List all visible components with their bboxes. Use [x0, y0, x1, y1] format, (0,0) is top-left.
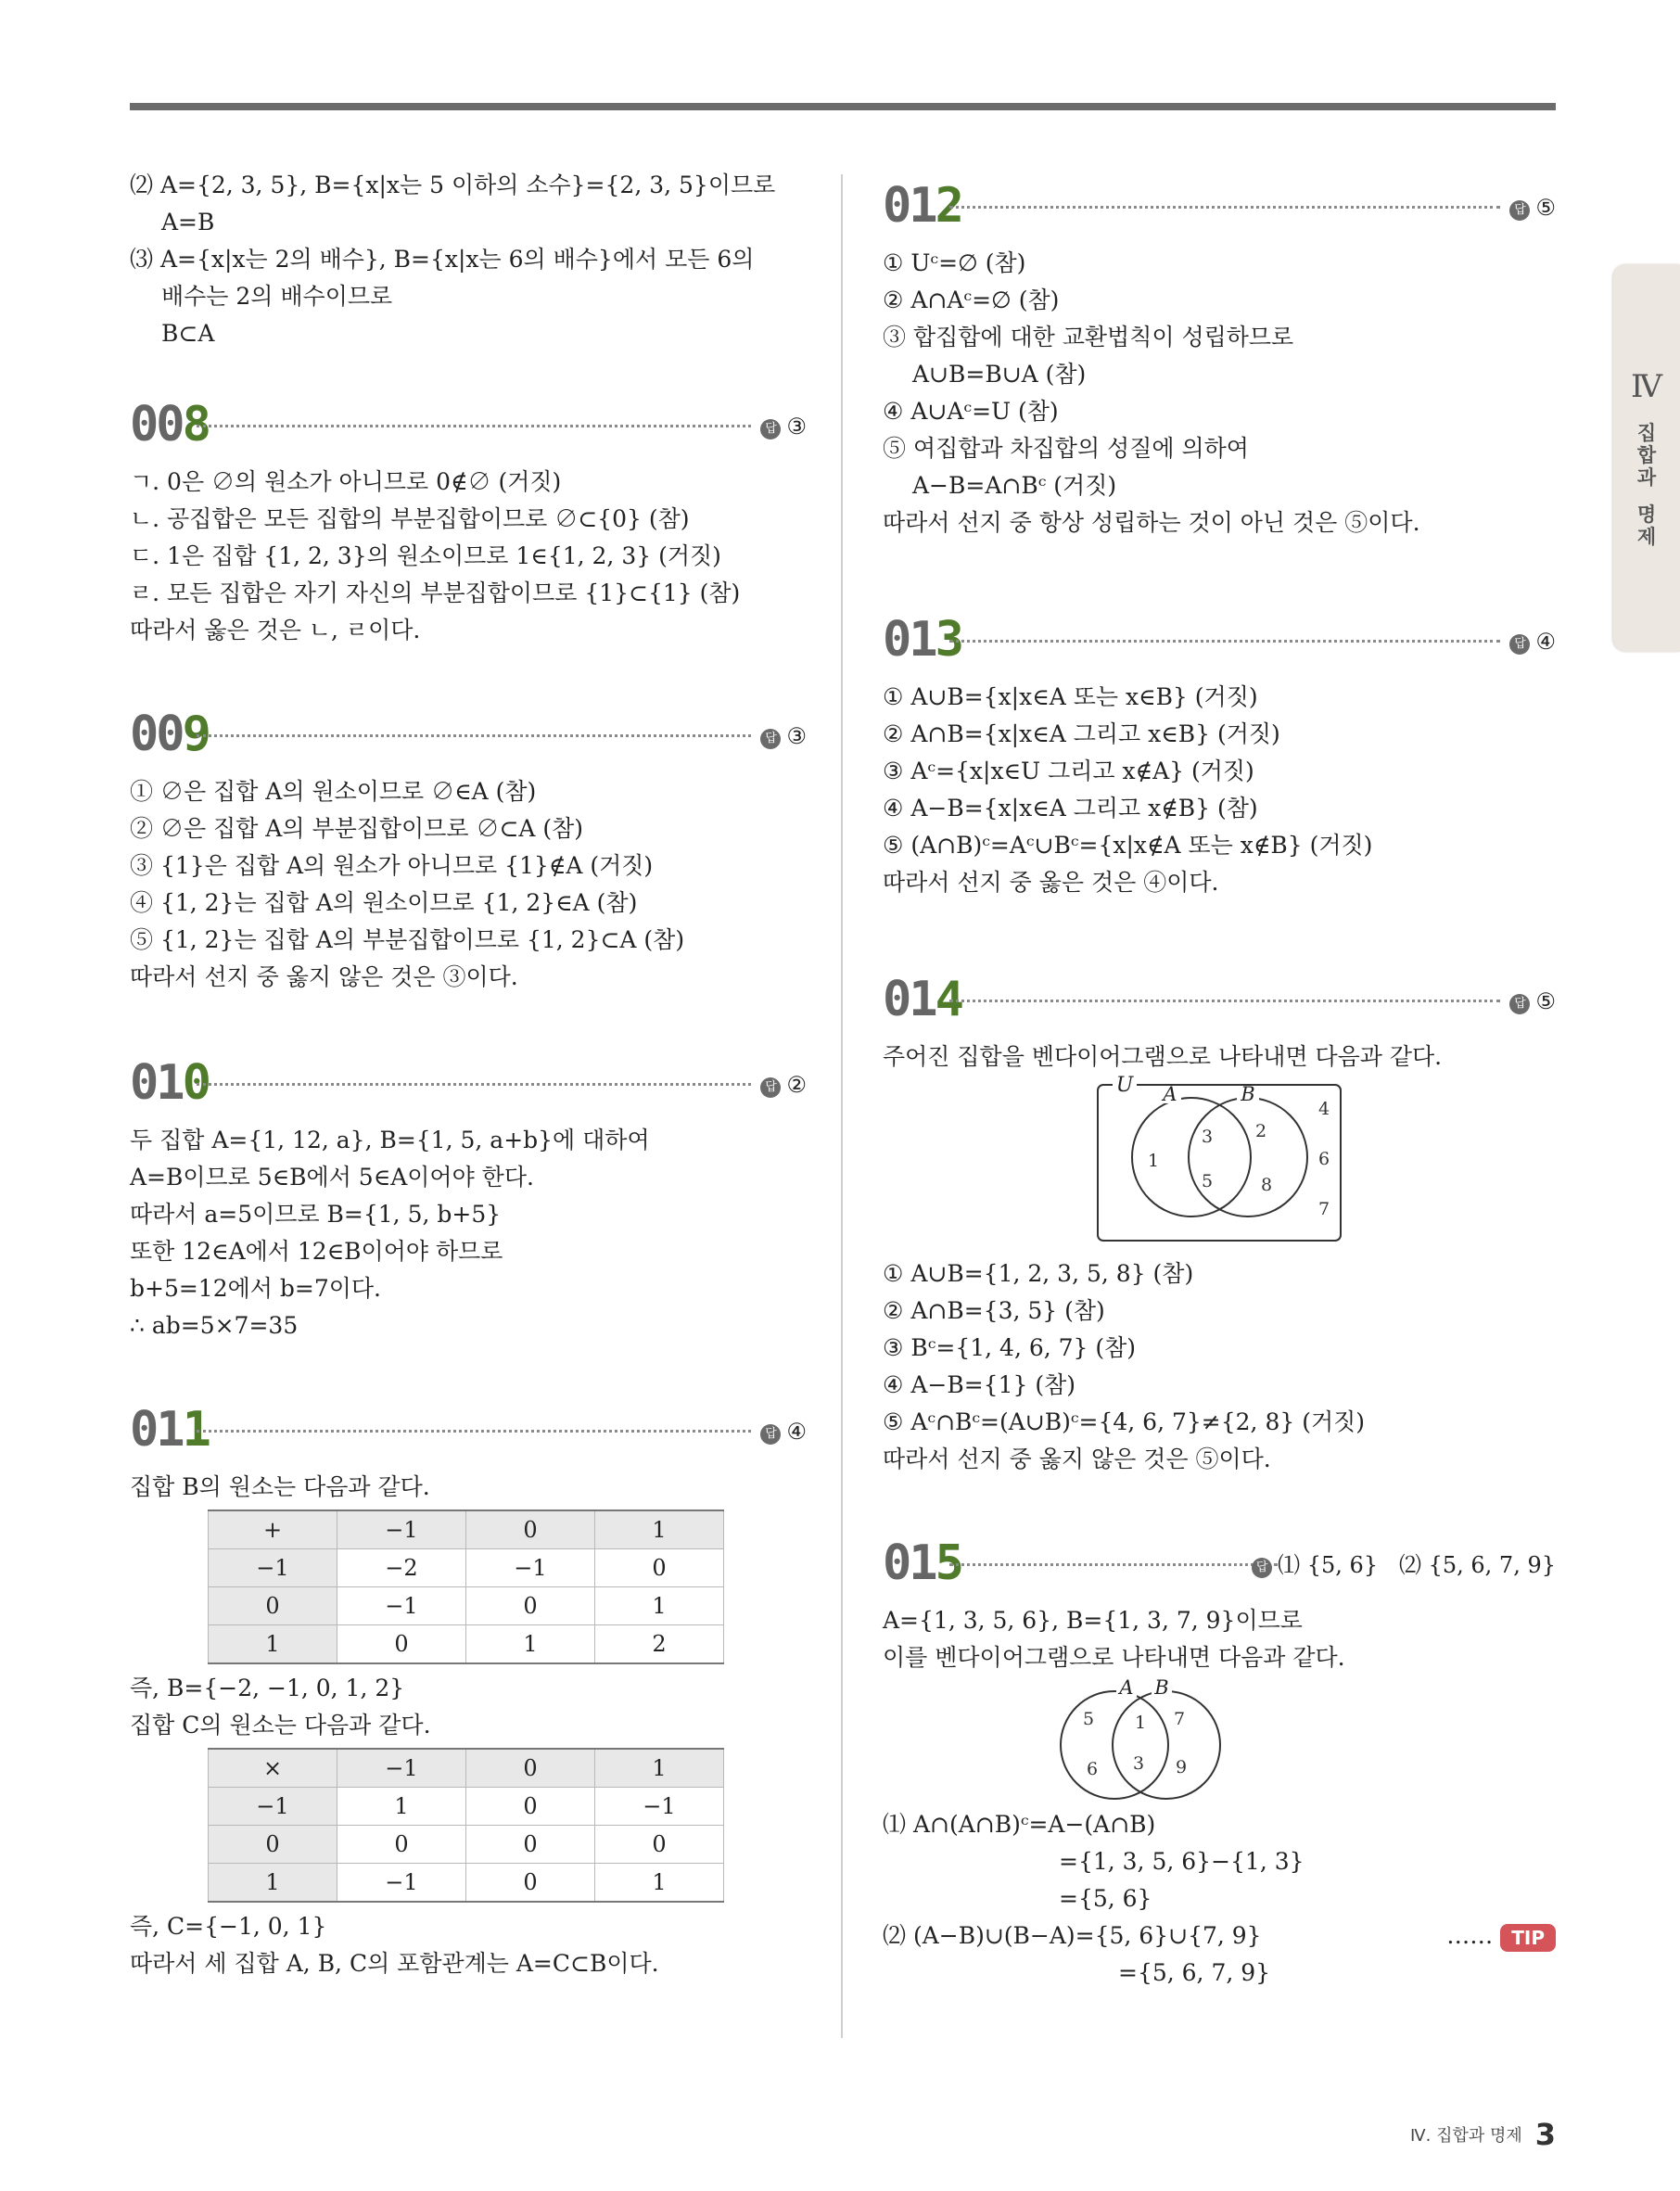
table-cell: 0 [595, 1826, 724, 1864]
text-line: ⑵ A={2, 3, 5}, B={x|x는 5 이하의 소수}={2, 3, 5}이므로 [130, 172, 776, 198]
answer-badge-icon: 답 [760, 1077, 781, 1098]
table-cell: 0 [466, 1826, 595, 1864]
set-b-label: B [1154, 1676, 1169, 1699]
leader-dots [949, 1000, 1500, 1002]
element-label: 6 [1086, 1759, 1099, 1779]
problem-number: 008 [130, 397, 209, 452]
table-cell: 0 [337, 1826, 466, 1864]
solution-010 [130, 1122, 807, 1344]
answer-tag: 답 ④ [1509, 623, 1556, 660]
solution-014 [883, 1038, 1556, 1478]
text-line: A−B=A∩Bᶜ (거짓) [912, 472, 1117, 499]
answer-badge-icon: 답 [760, 1424, 781, 1445]
solution-012 [883, 245, 1556, 541]
text-line: ㄹ. 모든 집합은 자기 자신의 부분집합이므로 {1}⊂{1} (참) [130, 580, 741, 606]
solution-015 [883, 1602, 1556, 1992]
problem-header-013 [883, 606, 1556, 675]
text-line: ② A∩B={x|x∈A 그리고 x∈B} (거짓) [883, 720, 1280, 747]
element-label: 3 [1201, 1127, 1214, 1147]
set-b-circle [1189, 1098, 1307, 1217]
element-label: 2 [1254, 1121, 1267, 1141]
text-line: 즉, C={−1, 0, 1} [130, 1913, 327, 1940]
table-cell: 0 [466, 1749, 595, 1788]
chapter-title-vertical [1613, 422, 1680, 548]
text-line: ={5, 6, 7, 9} [1118, 1959, 1271, 1986]
chapter-side-tab[interactable] [1613, 264, 1680, 652]
table-cell: −1 [209, 1549, 337, 1587]
top-rule [130, 103, 1556, 110]
chapter-roman-numeral: Ⅳ [1631, 368, 1662, 405]
set-a-label: A [1119, 1676, 1134, 1699]
table-cell: 1 [595, 1587, 724, 1625]
text-line: 따라서 a=5이므로 B={1, 5, b+5} [130, 1201, 502, 1228]
element-label: 1 [1134, 1713, 1147, 1733]
prev-solution-continued [130, 167, 807, 352]
solution-009 [130, 773, 807, 996]
problem-header-010 [130, 1050, 807, 1118]
table-cell: −1 [337, 1587, 466, 1625]
multiplication-table [208, 1748, 724, 1903]
text-line: ㄴ. 공집합은 모든 집합의 부분집합이므로 ∅⊂{0} (참) [130, 505, 690, 532]
text-line: ② A∩Aᶜ=∅ (참) [883, 287, 1060, 313]
right-column [883, 167, 1556, 1992]
chapter-title-char: 합 [1636, 444, 1657, 466]
text-line: 이를 벤다이어그램으로 나타내면 다음과 같다. [883, 1644, 1345, 1671]
table-cell: 0 [466, 1788, 595, 1826]
table-cell: 1 [209, 1864, 337, 1903]
answer-tag: 답 ② [760, 1066, 807, 1103]
text-line: ④ A∪Aᶜ=U (참) [883, 398, 1059, 425]
table-cell: 1 [595, 1510, 724, 1549]
answer-tag: 답 ③ [760, 718, 807, 755]
text-line: b+5=12에서 b=7이다. [130, 1275, 381, 1302]
tip-marker[interactable] [1446, 1917, 1556, 1955]
solution-008 [130, 464, 807, 649]
element-label: 5 [1082, 1709, 1095, 1729]
table-cell: 1 [595, 1749, 724, 1788]
problem-header-014 [883, 966, 1556, 1035]
table-cell: 0 [466, 1510, 595, 1549]
footer-chapter-title: Ⅳ. 집합과 명제 [1410, 2126, 1522, 2146]
table-cell: 1 [337, 1788, 466, 1826]
text-line: A=B [161, 209, 215, 236]
element-label: 8 [1260, 1175, 1273, 1195]
text-line: A={1, 3, 5, 6}, B={1, 3, 7, 9}이므로 [883, 1607, 1303, 1634]
text-line: 따라서 선지 중 옳은 것은 ④이다. [883, 869, 1219, 896]
venn-diagram-014 [883, 1076, 1556, 1255]
table-row [209, 1826, 724, 1864]
answer-tag: 답 ⑴ {5, 6} ⑵ {5, 6, 7, 9} [1252, 1547, 1556, 1584]
text-line: 두 집합 A={1, 12, a}, B={1, 5, a+b}에 대하여 [130, 1127, 650, 1153]
problem-number: 012 [883, 178, 961, 234]
universe-label: U [1115, 1076, 1134, 1097]
text-line: ③ 합집합에 대한 교환법칙이 성립하므로 [883, 324, 1294, 350]
table-row [209, 1510, 724, 1549]
problem-number: 014 [883, 972, 961, 1027]
text-line: ③ Aᶜ={x|x∈U 그리고 x∉A} (거짓) [883, 758, 1254, 784]
leader-dots [949, 206, 1500, 209]
text-line: ④ A−B={1} (참) [883, 1371, 1076, 1398]
table-cell: −1 [466, 1549, 595, 1587]
addition-table [208, 1509, 724, 1664]
table-cell: 0 [209, 1587, 337, 1625]
text-line: ③ {1}은 집합 A의 원소가 아니므로 {1}∉A (거짓) [130, 852, 654, 879]
text-line: ⑤ Aᶜ∩Bᶜ=(A∪B)ᶜ={4, 6, 7}≠{2, 8} (거짓) [883, 1408, 1366, 1435]
table-cell: 0 [595, 1549, 724, 1587]
problem-header-009 [130, 701, 807, 770]
text-line: 따라서 옳은 것은 ㄴ, ㄹ이다. [130, 617, 421, 643]
text-line: ⑶ A={x|x는 2의 배수}, B={x|x는 6의 배수}에서 모든 6의 [130, 246, 755, 273]
text-line: ① Uᶜ=∅ (참) [883, 249, 1026, 276]
table-cell: −2 [337, 1549, 466, 1587]
table-cell: 1 [466, 1625, 595, 1664]
text-line: ⑤ (A∩B)ᶜ=Aᶜ∪Bᶜ={x|x∉A 또는 x∉B} (거짓) [883, 832, 1373, 859]
problem-number: 015 [883, 1535, 961, 1591]
text-line: A=B이므로 5∈B에서 5∈A이어야 한다. [130, 1164, 534, 1191]
text-line: B⊂A [161, 320, 215, 347]
table-cell: −1 [337, 1749, 466, 1788]
table-row [209, 1625, 724, 1664]
text-line: ① A∪B={1, 2, 3, 5, 8} (참) [883, 1260, 1194, 1287]
problem-number: 009 [130, 707, 209, 762]
problem-number: 011 [130, 1402, 209, 1458]
part2-formula: ⑵ (A−B)∪(B−A)={5, 6}∪{7, 9} [883, 1922, 1262, 1949]
leader-dots [197, 1083, 751, 1086]
text-line: A∪B=B∪A (참) [912, 361, 1087, 388]
answer-badge-icon: 답 [760, 729, 781, 749]
answer-badge-icon: 답 [1509, 634, 1530, 655]
text-line: ⑤ 여집합과 차집합의 성질에 의하여 [883, 435, 1249, 462]
tip-badge[interactable]: TIP [1500, 1924, 1556, 1952]
text-line: ④ {1, 2}는 집합 A의 원소이므로 {1, 2}∈A (참) [130, 889, 638, 916]
answer-badge-icon: 답 [760, 419, 781, 439]
table-cell: 0 [337, 1625, 466, 1664]
element-label: 6 [1317, 1149, 1330, 1169]
answer-badge-icon: 답 [1509, 200, 1530, 221]
element-label: 3 [1132, 1753, 1145, 1774]
text-line: ⑴ A∩(A∩B)ᶜ=A−(A∩B) [883, 1811, 1156, 1838]
element-label: 9 [1175, 1757, 1188, 1777]
column-divider [841, 174, 843, 2038]
text-line: ① A∪B={x|x∈A 또는 x∈B} (거짓) [883, 683, 1258, 710]
element-label: 4 [1317, 1099, 1330, 1119]
universe-rect [1098, 1085, 1341, 1241]
leader-dots [197, 734, 751, 737]
chapter-title-char: 과 [1636, 466, 1657, 489]
text-line: 따라서 선지 중 옳지 않은 것은 ③이다. [130, 963, 518, 990]
text-line: ∴ ab=5×7=35 [130, 1312, 299, 1339]
element-label: 7 [1173, 1709, 1186, 1729]
answer-tag: 답 ⑤ [1509, 189, 1556, 226]
text-line: 따라서 선지 중 항상 성립하는 것이 아닌 것은 ⑤이다. [883, 509, 1420, 536]
table-cell: × [209, 1749, 337, 1788]
text-line: 주어진 집합을 벤다이어그램으로 나타내면 다음과 같다. [883, 1043, 1443, 1070]
text-line: ={1, 3, 5, 6}−{1, 3} [1059, 1848, 1305, 1875]
chapter-title-char: 제 [1636, 526, 1657, 548]
problem-number: 013 [883, 612, 961, 668]
table-row [209, 1788, 724, 1826]
element-label: 5 [1201, 1171, 1214, 1191]
left-column [130, 167, 807, 1982]
page-footer [1410, 2117, 1556, 2152]
solution-013 [883, 679, 1556, 901]
text-line: 또한 12∈A에서 12∈B이어야 하므로 [130, 1238, 503, 1265]
table-cell: + [209, 1510, 337, 1549]
text-line: 따라서 세 집합 A, B, C의 포함관계는 A=C⊂B이다. [130, 1950, 659, 1977]
table-cell: −1 [595, 1788, 724, 1826]
table-cell: 0 [466, 1587, 595, 1625]
tip-dots: …… [1446, 1922, 1494, 1949]
venn-diagram-015 [883, 1676, 1556, 1806]
table-cell: 1 [209, 1625, 337, 1664]
chapter-title-char: 집 [1636, 422, 1657, 444]
text-line: 따라서 선지 중 옳지 않은 것은 ⑤이다. [883, 1446, 1271, 1472]
table-cell: 2 [595, 1625, 724, 1664]
text-line: ② ∅은 집합 A의 부분집합이므로 ∅⊂A (참) [130, 815, 584, 842]
text-line: ={5, 6} [1059, 1885, 1152, 1912]
problem-number: 010 [130, 1055, 209, 1111]
problem-header-008 [130, 391, 807, 460]
page-number: 3 [1534, 2117, 1556, 2152]
table-cell: 1 [595, 1864, 724, 1903]
leader-dots [949, 640, 1500, 643]
element-label: 1 [1147, 1151, 1160, 1171]
text-line: ㄷ. 1은 집합 {1, 2, 3}의 원소이므로 1∈{1, 2, 3} (거짓) [130, 542, 721, 569]
set-a-label: A [1163, 1083, 1177, 1105]
text-line: 즉, B={−2, −1, 0, 1, 2} [130, 1675, 405, 1701]
answer-tag: 답 ⑤ [1509, 983, 1556, 1020]
set-b-circle [1113, 1691, 1220, 1799]
text-line [883, 1917, 1556, 1955]
set-a-circle [1061, 1691, 1168, 1799]
chapter-title-char: 명 [1636, 503, 1657, 526]
answer-tag: 답 ③ [760, 408, 807, 445]
table-cell: 0 [209, 1826, 337, 1864]
text-line: ④ A−B={x|x∈A 그리고 x∉B} (참) [883, 795, 1258, 822]
problem-header-012 [883, 172, 1556, 241]
element-label: 7 [1317, 1199, 1330, 1219]
table-row [209, 1549, 724, 1587]
problem-header-011 [130, 1396, 807, 1465]
table-row [209, 1864, 724, 1903]
text-line: ① ∅은 집합 A의 원소이므로 ∅∈A (참) [130, 778, 537, 805]
table-cell: −1 [337, 1864, 466, 1903]
table-row [209, 1587, 724, 1625]
text-line: 집합 B의 원소는 다음과 같다. [130, 1473, 430, 1500]
answer-tag: 답 ④ [760, 1413, 807, 1450]
solution-011 [130, 1469, 807, 1982]
table-cell: 0 [466, 1864, 595, 1903]
text-line: 집합 C의 원소는 다음과 같다. [130, 1712, 431, 1739]
text-line: ③ Bᶜ={1, 4, 6, 7} (참) [883, 1334, 1137, 1361]
text-line: ② A∩B={3, 5} (참) [883, 1297, 1105, 1324]
table-row [209, 1749, 724, 1788]
problem-header-015 [883, 1530, 1556, 1599]
text-line: ⑤ {1, 2}는 집합 A의 부분집합이므로 {1, 2}⊂A (참) [130, 926, 685, 953]
table-cell: −1 [209, 1788, 337, 1826]
leader-dots [197, 1430, 751, 1433]
set-b-label: B [1241, 1083, 1255, 1105]
leader-dots [197, 425, 751, 427]
text-line: ㄱ. 0은 ∅의 원소가 아니므로 0∉∅ (거짓) [130, 468, 562, 495]
leader-dots [949, 1563, 1278, 1566]
answer-badge-icon: 답 [1509, 994, 1530, 1014]
table-cell: −1 [337, 1510, 466, 1549]
answer-badge-icon: 답 [1252, 1558, 1272, 1578]
text-line: 배수는 2의 배수이므로 [161, 283, 393, 310]
